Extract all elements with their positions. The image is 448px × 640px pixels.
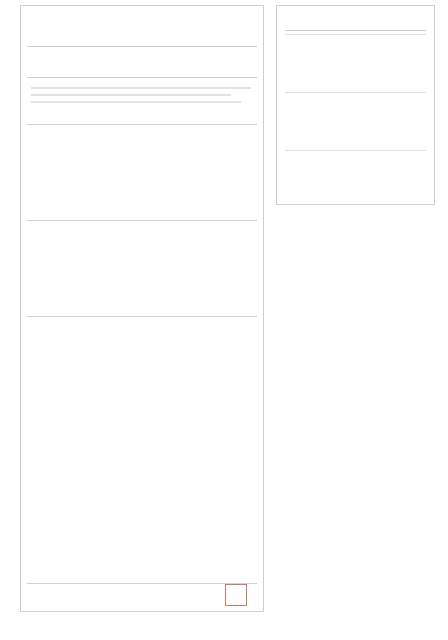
english-name-recommendation [276,5,435,205]
seal-stamp-icon [225,584,247,606]
naming-certificate [20,5,264,612]
name-block-3 [27,316,257,410]
certificate-footer [27,583,257,606]
english-name-3 [285,150,426,201]
name-block-2 [27,220,257,314]
name-block-1 [27,124,257,218]
english-name-1 [285,34,426,91]
english-name-2 [285,92,426,149]
summary-row [27,46,257,78]
english-name-title [285,16,426,31]
